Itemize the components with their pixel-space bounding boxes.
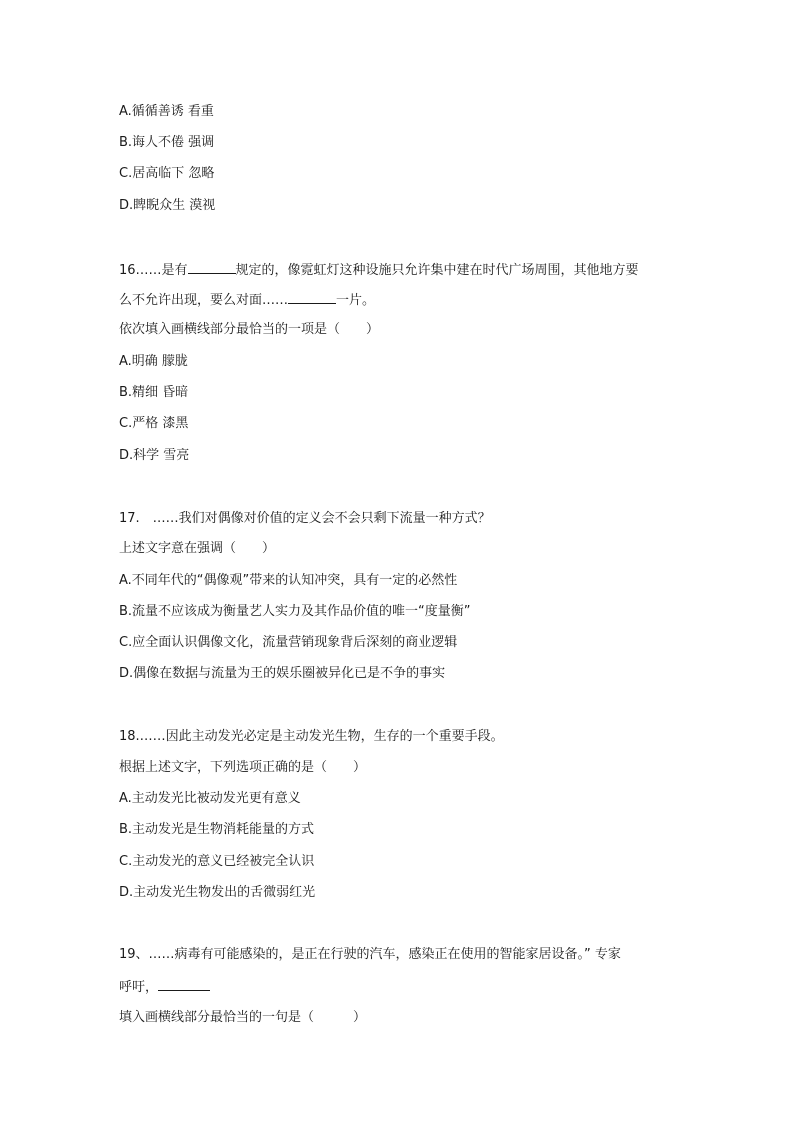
- q15-option-b: B.诲人不倦 强调: [119, 135, 215, 150]
- q16-stem-line2-part2: 一片。: [336, 293, 376, 308]
- q18-stem: 18.……因此主动发光必定是主动发光生物，生存的一个重要手段。: [119, 729, 504, 744]
- q15-option-d: D.睥睨众生 漠视: [119, 198, 216, 213]
- q18-prompt: 根据上述文字，下列选项正确的是（ ）: [119, 760, 367, 775]
- q16-option-d: D.科学 雪亮: [119, 448, 190, 463]
- q18-option-c: C.主动发光的意义已经被完全认识: [119, 854, 315, 869]
- q17-stem: 17. ……我们对偶像对价值的定义会不会只剩下流量一种方式？: [119, 511, 491, 526]
- q19-stem-line1: 19、……病毒有可能感染的，是正在行驶的汽车，感染正在使用的智能家居设备。” 专家: [119, 947, 621, 962]
- q19-stem-line2: [119, 978, 210, 996]
- q15-option-a: A.循循善诱 看重: [119, 104, 214, 119]
- q18-option-b: B.主动发光是生物消耗能量的方式: [119, 822, 315, 837]
- q18-option-d: D.主动发光生物发出的舌微弱红光: [119, 885, 316, 900]
- q19-blank: [158, 978, 210, 991]
- q16-prompt: 依次填入画横线部分最恰当的一项是（ ）: [119, 322, 380, 337]
- q18-option-a: A.主动发光比被动发光更有意义: [119, 791, 301, 806]
- q19-stem-line2-text: 呼吁，: [119, 980, 159, 995]
- q16-option-c: C.严格 漆黑: [119, 416, 189, 431]
- q17-option-d: D.偶像在数据与流量为王的娱乐圈被异化已是不争的事实: [119, 666, 446, 681]
- q16-stem-line2-part1: 么不允许出现，要么对面……: [119, 293, 289, 308]
- q17-option-b: B.流量不应该成为衡量艺人实力及其作品价值的唯一“度量衡”: [119, 604, 471, 619]
- q16-option-b: B.精细 昏暗: [119, 385, 189, 400]
- q16-stem-line1: [119, 261, 639, 279]
- q15-option-c: C.居高临下 忽略: [119, 166, 215, 181]
- q17-prompt: 上述文字意在强调（ ）: [119, 541, 276, 556]
- q16-option-a: A.明确 朦胧: [119, 354, 188, 369]
- q16-stem-part2: 规定的，像霓虹灯这种设施只允许集中建在时代广场周围，其他地方要: [235, 263, 639, 278]
- q19-prompt: 填入画横线部分最恰当的一句是（ ）: [119, 1010, 367, 1025]
- q16-blank-1: [188, 261, 236, 274]
- q16-blank-2: [288, 291, 336, 304]
- q16-stem-part1: 16……是有: [119, 263, 188, 278]
- q17-option-a: A.不同年代的“偶像观”带来的认知冲突，具有一定的必然性: [119, 573, 458, 588]
- q16-stem-line2: [119, 291, 375, 309]
- q17-option-c: C.应全面认识偶像文化，流量营销现象背后深刻的商业逻辑: [119, 635, 458, 650]
